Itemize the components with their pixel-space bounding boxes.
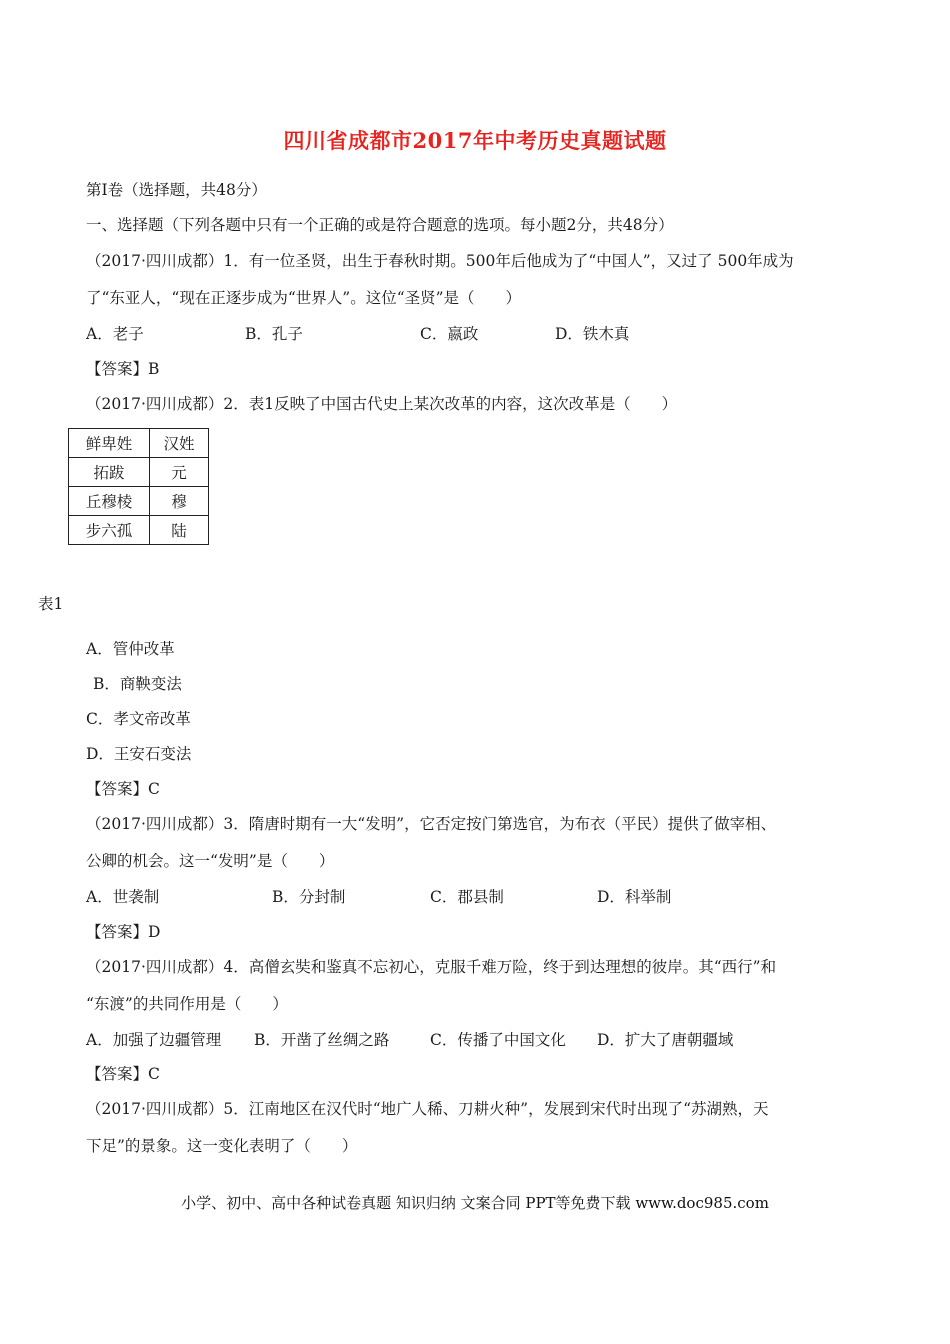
table-cell: 丘穆棱 (69, 487, 150, 516)
question-2-option-c: C．孝文帝改革 (86, 710, 191, 728)
question-3-stem-line-1: （2017·四川成都）3．隋唐时期有一大“发明”，它否定按门第选官，为布衣（平民）提供了做宰相、 (86, 815, 777, 833)
surname-table (68, 428, 209, 545)
question-4-option-b: B．开凿了丝绸之路 (254, 1031, 390, 1049)
question-3-option-d: D．科举制 (597, 888, 672, 906)
instructions: 一、选择题（下列各题中只有一个正确的或是符合题意的选项。每小题2分，共48分） (86, 216, 674, 234)
question-3-stem-line-2: 公卿的机会。这一“发明”是（ ） (86, 852, 335, 870)
question-4-option-c: C．传播了中国文化 (430, 1031, 566, 1049)
table-cell: 步六孤 (69, 516, 150, 545)
question-2-answer: 【答案】C (86, 780, 160, 798)
question-5-stem-line-2: 下足”的景象。这一变化表明了（ ） (86, 1137, 358, 1155)
table-header-cell: 汉姓 (150, 429, 209, 458)
question-3-option-b: B．分封制 (272, 888, 346, 906)
question-4-option-d: D．扩大了唐朝疆域 (597, 1031, 734, 1049)
question-3-answer: 【答案】D (86, 923, 161, 941)
table-cell: 元 (150, 458, 209, 487)
question-1-stem-line-2: 了“东亚人，“现在正逐步成为“世界人”。这位“圣贤”是（ ） (86, 289, 522, 307)
question-2-option-b: B．商鞅变法 (93, 675, 182, 693)
table-caption: 表1 (38, 595, 64, 613)
question-4-answer: 【答案】C (86, 1065, 160, 1083)
question-1-option-a: A．老子 (86, 325, 144, 343)
table-header-cell: 鲜卑姓 (69, 429, 150, 458)
question-2-option-d: D．王安石变法 (86, 745, 192, 763)
table-cell: 穆 (150, 487, 209, 516)
table-row (69, 458, 209, 487)
question-1-answer: 【答案】B (86, 360, 160, 378)
section-heading: 第Ⅰ卷（选择题，共48分） (86, 181, 267, 199)
table-row (69, 516, 209, 545)
page-title: 四川省成都市2017年中考历史真题试题 (283, 128, 667, 153)
table-cell: 拓跋 (69, 458, 150, 487)
table-row (69, 487, 209, 516)
question-4-stem-line-2: “东渡”的共同作用是（ ） (86, 995, 288, 1013)
question-2-option-a: A．管仲改革 (86, 640, 175, 658)
question-1-option-d: D．铁木真 (555, 325, 630, 343)
question-4-stem-line-1: （2017·四川成都）4．高僧玄奘和鉴真不忘初心，克服千难万险，终于到达理想的彼岸。其“西行”和 (86, 958, 777, 976)
question-3-option-a: A．世袭制 (86, 888, 160, 906)
question-3-option-c: C．郡县制 (430, 888, 504, 906)
question-1-option-c: C．嬴政 (420, 325, 479, 343)
question-2-stem-line-1: （2017·四川成都）2．表1反映了中国古代史上某次改革的内容，这次改革是（ ） (86, 395, 678, 413)
question-4-option-a: A．加强了边疆管理 (86, 1031, 222, 1049)
table-header-row (69, 429, 209, 458)
page-footer: 小学、初中、高中各种试卷真题 知识归纳 文案合同 PPT等免费下载 www.doc985.com (181, 1194, 769, 1212)
question-1-option-b: B．孔子 (245, 325, 303, 343)
question-5-stem-line-1: （2017·四川成都）5．江南地区在汉代时“地广人稀、刀耕火种”，发展到宋代时出现了“苏湖熟，天 (86, 1100, 769, 1118)
table-cell: 陆 (150, 516, 209, 545)
question-1-stem-line-1: （2017·四川成都）1．有一位圣贤，出生于春秋时期。500年后他成为了“中国人”，又过了 500年成为 (86, 252, 794, 270)
